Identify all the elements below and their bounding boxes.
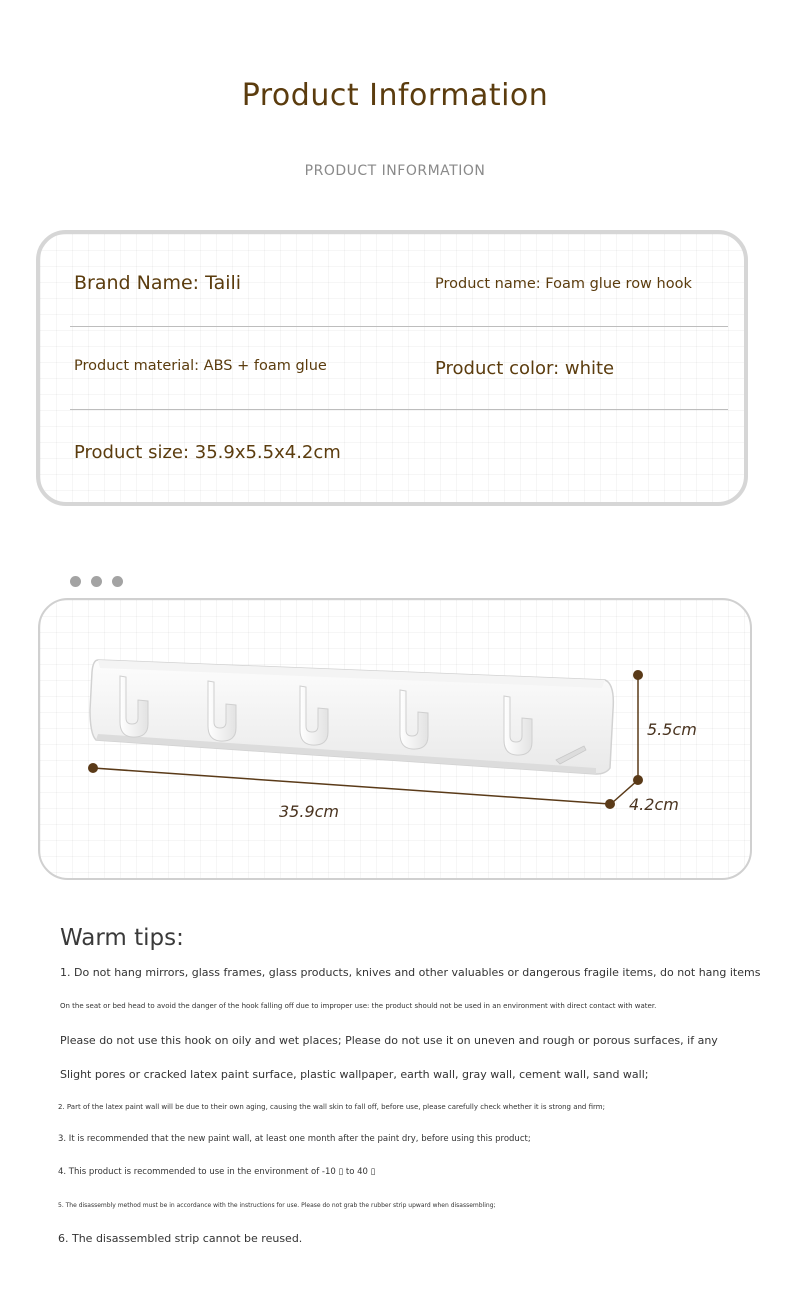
dot-icon xyxy=(112,576,123,587)
tip-line: 2. Part of the latex paint wall will be due to their own aging, causing the wall skin to fall off, before use, please carefully check whether it is strong and firm; xyxy=(58,1103,605,1111)
depth-label: 4.2cm xyxy=(629,795,679,814)
dot-icon xyxy=(91,576,102,587)
dot-icon xyxy=(70,576,81,587)
product-image-card xyxy=(38,598,752,880)
tip-line: 4. This product is recommended to use in the environment of -10 ▯ to 40 ▯ xyxy=(58,1167,376,1177)
height-label: 5.5cm xyxy=(647,720,697,739)
tip-line: On the seat or bed head to avoid the danger of the hook falling off due to improper use: the product should not be used in an environment with direct contact with water. xyxy=(60,1002,657,1010)
product-color: Product color: white xyxy=(435,358,615,379)
tip-line: Slight pores or cracked latex paint surface, plastic wallpaper, earth wall, gray wall, cement wall, sand wall; xyxy=(60,1068,649,1081)
product-material: Product material: ABS + foam glue xyxy=(74,358,327,374)
marker-dot-icon xyxy=(605,799,615,809)
tip-line: Please do not use this hook on oily and wet places; Please do not use it on uneven and rough or porous surfaces, if any xyxy=(60,1034,718,1047)
tips-title: Warm tips: xyxy=(60,925,184,951)
hook-rack xyxy=(90,660,613,774)
info-divider xyxy=(70,409,728,410)
length-label: 35.9cm xyxy=(279,802,340,821)
marker-dot-icon xyxy=(633,670,643,680)
page-title: Product Information xyxy=(241,78,549,113)
page-subtitle: PRODUCT INFORMATION xyxy=(304,163,486,179)
product-info-card xyxy=(36,230,748,506)
product-size: Product size: 35.9x5.5x4.2cm xyxy=(74,442,341,463)
marker-dot-icon xyxy=(88,763,98,773)
info-divider xyxy=(70,326,728,327)
tip-line: 1. Do not hang mirrors, glass frames, glass products, knives and other valuables or dangerous fragile items, do not hang items xyxy=(60,966,761,979)
product-name: Product name: Foam glue row hook xyxy=(435,276,692,292)
brand-name: Brand Name: Taili xyxy=(74,272,242,294)
tip-line: 6. The disassembled strip cannot be reused. xyxy=(58,1232,303,1245)
tip-line: 5. The disassembly method must be in accordance with the instructions for use. Please do not grab the rubber strip upward when disassembling; xyxy=(58,1202,496,1209)
hook-rack-diagram xyxy=(40,600,752,880)
tip-line: 3. It is recommended that the new paint wall, at least one month after the paint dry, before using this product; xyxy=(58,1134,531,1144)
